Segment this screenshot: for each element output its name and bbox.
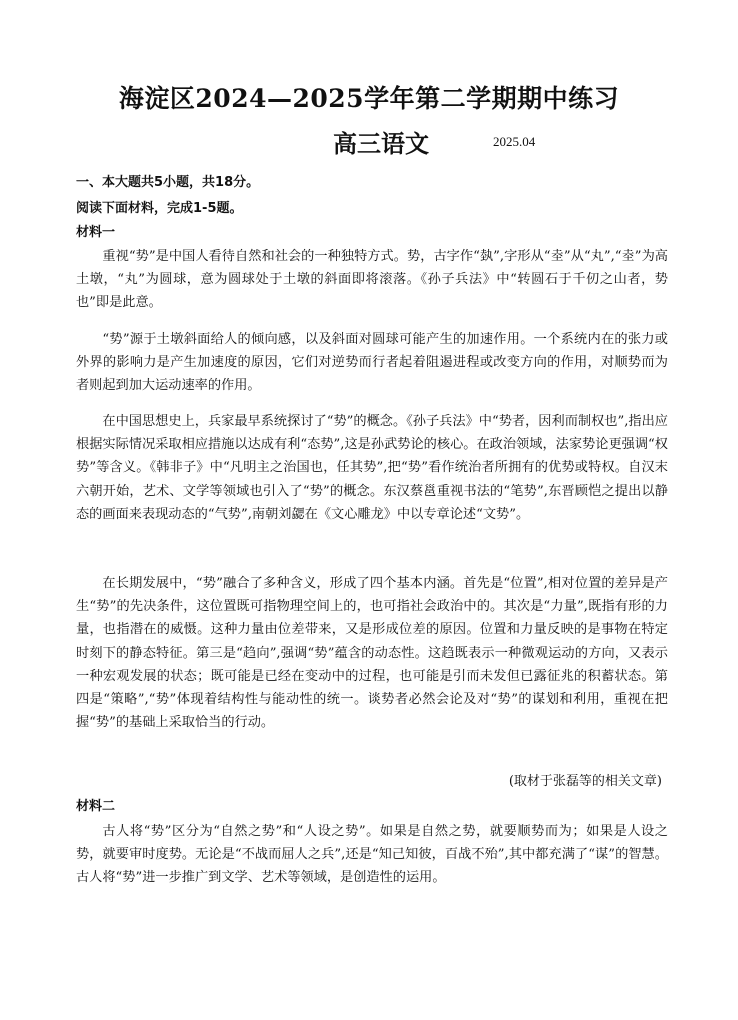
material-two-paragraph: 古人将“势”区分为“自然之势”和“人设之势”。如果是自然之势，就要顺势而为；如果是人设之势，就要审时度势。无论是“不战而屈人之兵”,还是“知己知彼，百战不殆”,其中都充满了“谋”的智慧。古人将“势”进一步推广到文学、艺术等领域，是创造性的运用。 xyxy=(76,824,668,886)
exam-date: 2025.04 xyxy=(493,134,536,149)
material-one-source: (取材于张磊等的相关文章) xyxy=(508,774,662,789)
page-subtitle: 高三语文 xyxy=(333,129,429,158)
material-one-paragraph: 重视“势”是中国人看待自然和社会的一种独特方式。势，古字作“埶”,字形从“坴”从“丸”,“坴”为高土墩，“丸”为圆球，意为圆球处于土墩的斜面即将滚落。《孙子兵法》中“转圆石于千仞之山者，势也”即是此意。 xyxy=(76,249,668,311)
material-one-paragraph: 在中国思想史上，兵家最早系统探讨了“势”的概念。《孙子兵法》中“势者，因利而制权也”,指出应根据实际情况采取相应措施以达成有利“态势”,这是孙武势论的核心。在政治领域，法家势论更强调“权势”等含义。《韩非子》中“凡明主之治国也，任其势”,把“势”看作统治者所拥有的优势或特权。自汉末六朝开始，艺术、文学等领域也引入了“势”的概念。东汉蔡邕重视书法的“笔势”,东晋顾恺之提出以静态的画面来表现动态的“气势”,南朝刘勰在《文心雕龙》中以专章论述“文势”。 xyxy=(76,414,668,522)
section-heading: 一、本大题共5小题，共18分。 xyxy=(76,175,260,190)
material-two-label: 材料二 xyxy=(76,799,116,814)
reading-instruction: 阅读下面材料，完成1-5题。 xyxy=(76,201,243,216)
material-one-paragraph: “势”源于土墩斜面给人的倾向感，以及斜面对圆球可能产生的加速作用。一个系统内在的张力或外界的影响力是产生加速度的原因，它们对逆势而行者起着阻遏进程或改变方向的作用，对顺势而为者则起到加大运动速率的作用。 xyxy=(76,332,668,394)
material-one-label: 材料一 xyxy=(76,225,116,240)
page-title: 海淀区2024—2025学年第二学期期中练习 xyxy=(118,84,620,113)
material-one-paragraph: 在长期发展中，“势”融合了多种含义，形成了四个基本内涵。首先是“位置”,相对位置的差异是产生“势”的先决条件，这位置既可指物理空间上的，也可指社会政治中的。其次是“力量”,既指有形的力量，也指潜在的威慑。这种力量由位差带来，又是形成位差的原因。位置和力量反映的是事物在特定时刻下的静态特征。第三是“趋向”,强调“势”蕴含的动态性。这趋既表示一种微观运动的方向，又表示一种宏观发展的状态；既可能是已经在变动中的过程，也可能是引而未发但已露征兆的积蓄状态。第四是“策略”,“势”体现着结构性与能动性的统一。谈势者必然会论及对“势”的谋划和利用，重视在把握“势”的基础上采取恰当的行动。 xyxy=(76,576,668,731)
